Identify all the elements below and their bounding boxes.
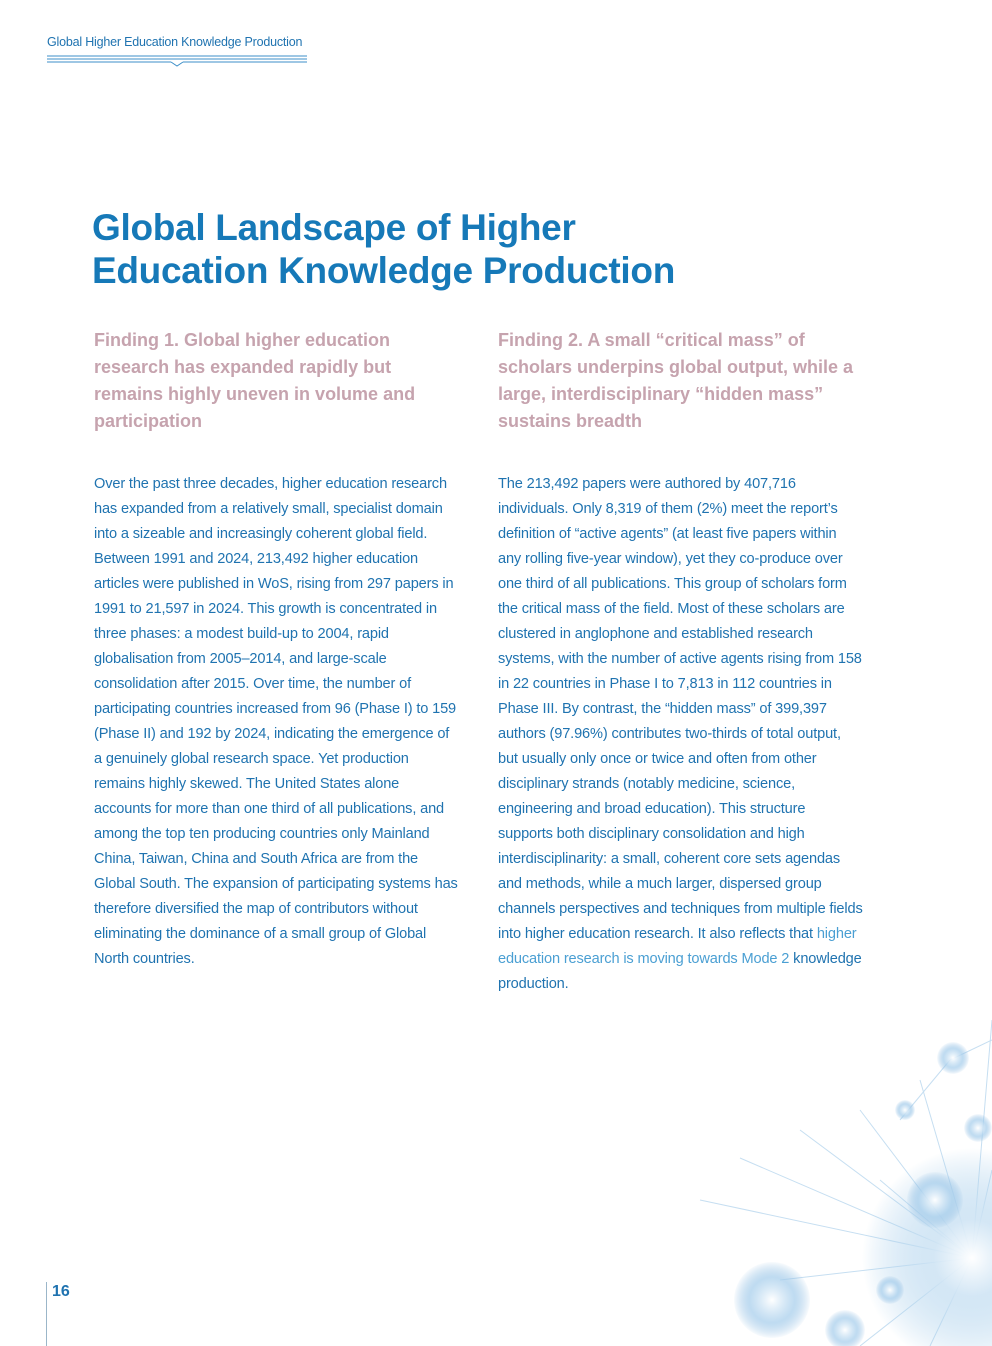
page-title [92,206,852,292]
page-number-divider [46,1282,47,1346]
header-divider [47,55,307,67]
page-number: 16 [52,1283,70,1300]
title-line-2: Education Knowledge Production [92,250,676,291]
mode-2-link[interactable]: Mode 2 [741,951,790,967]
running-header: Global Higher Education Knowledge Production [47,35,303,49]
title-line-1: Global Landscape of Higher [92,207,576,248]
finding-2-body-main: The 213,492 papers were authored by 407,716 individuals. Only 8,319 of them (2%) meet the report’s definition of “active agents” (at least five papers within any rolling five-year window), yet they co-produce over one third of all publications. This group of scholars form the critical mass of the field. Most of these scholars are clustered in anglophone and established research systems, with the number of active agents rising from 158 in 22 countries in Phase I to 7,813 in 112 countries in Phase III. By contrast, the “hidden mass” of 399,397 authors (97.96%) contributes two-thirds of total output, but usually only once or twice and often from other disciplinary strands (notably medicine, science, engineering and broad education). This structure supports both disciplinary consolidation and high interdisciplinarity: a small, coherent core sets agendas and methods, while a much larger, dispersed group channels perspectives and techniques from multiple fields into higher education research. It also reflects that [498,476,863,942]
finding-2-body [498,472,863,997]
finding-1-heading: Finding 1. Global higher education research has expanded rapidly but remains highly uneven in volume and participation [94,330,416,431]
finding-2-heading: Finding 2. A small “critical mass” of scholars underpins global output, while a large, interdisciplinary “hidden mass” sustains breadth [498,330,854,431]
higher-education-research-link[interactable]: higher education research is moving towards [498,926,857,967]
finding-2-body-end: knowledge production. [498,951,862,992]
finding-1-body: Over the past three decades, higher education research has expanded from a relatively small, specialist domain into a sizeable and increasingly coherent global field. Between 1991 and 2024, 213,492 higher education articles were published in WoS, rising from 297 papers in 1991 to 21,597 in 2024. This growth is concentrated in three phases: a modest build-up to 2004, rapid globalisation from 2005–2014, and large-scale consolidation after 2015. Over time, the number of participating countries increased from 96 (Phase I) to 159 (Phase II) and 192 by 2024, indicating the emergence of a genuinely global research space. Yet production remains highly skewed. The United States alone accounts for more than one third of all publications, and among the top ten producing countries only Mainland China, Taiwan, China and South Africa are from the Global South. The expansion of participating systems has therefore diversified the map of contributors without eliminating the dominance of a small group of Global North countries. [94,476,458,967]
